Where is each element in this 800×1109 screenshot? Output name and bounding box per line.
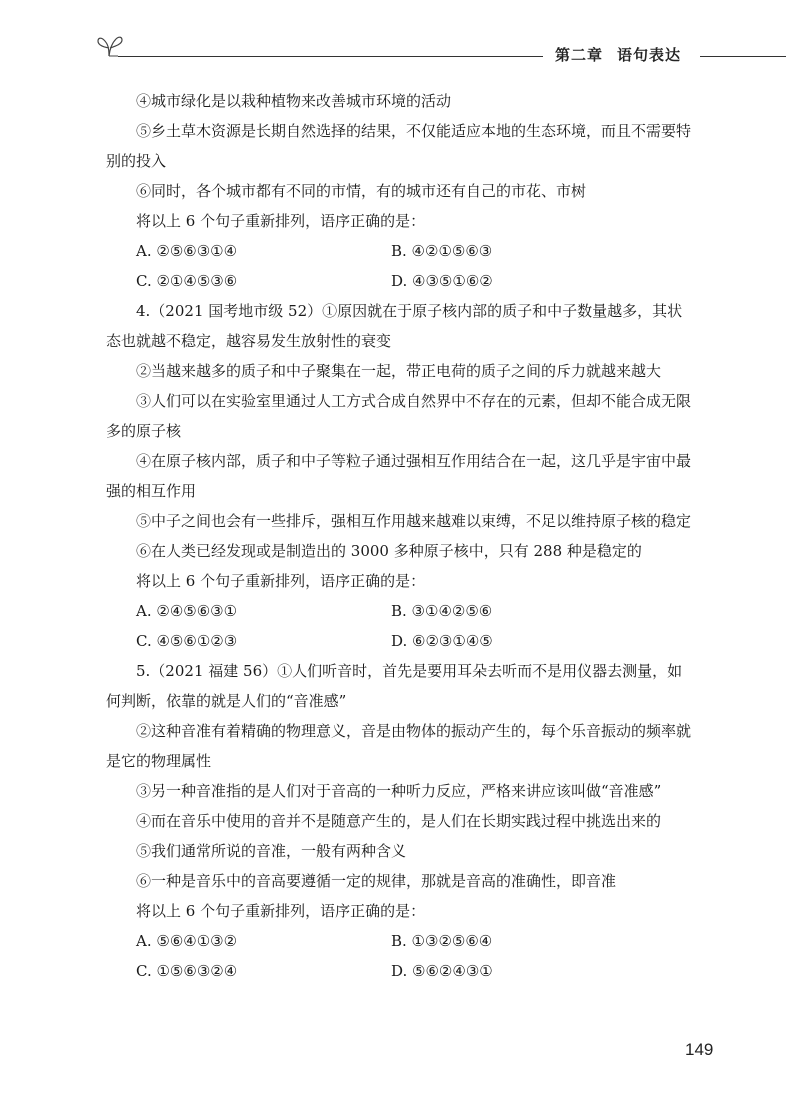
sentence: ②当越来越多的质子和中子聚集在一起，带正电荷的质子之间的斥力就越来越大 <box>136 362 662 380</box>
options-row <box>106 626 696 656</box>
option-left: A. ②④⑤⑥③① <box>136 602 238 620</box>
sentence: ③人们可以在实验室里通过人工方式合成自然界中不存在的元素，但却不能合成无限多的原子核 <box>106 392 692 440</box>
option-right: D. ④③⑤①⑥② <box>391 272 493 290</box>
sentence: ③另一种音准指的是人们对于音高的一种听力反应，严格来讲应该叫做“音准感” <box>136 782 662 800</box>
options-row <box>106 926 696 956</box>
sentence: 4.（2021 国考地市级 52）①原因就在于原子核内部的质子和中子数量越多，其状态也就越不稳定，越容易发生放射性的衰变 <box>106 302 683 350</box>
question-prompt: 将以上 6 个句子重新排列，语序正确的是： <box>136 572 426 590</box>
sentence: ④而在音乐中使用的音并不是随意产生的，是人们在长期实践过程中挑选出来的 <box>136 812 662 830</box>
sentence: ⑥一种是音乐中的音高要遵循一定的规律，那就是音高的准确性，即音准 <box>136 872 617 890</box>
sentence: ②这种音准有着精确的物理意义，音是由物体的振动产生的，每个乐音振动的频率就是它的物理属性 <box>106 722 692 770</box>
option-right: D. ⑤⑥②④③① <box>391 962 493 980</box>
option-right: B. ④②①⑤⑥③ <box>391 242 493 260</box>
options-row <box>106 956 696 986</box>
question-prompt: 将以上 6 个句子重新排列，语序正确的是： <box>136 902 426 920</box>
sentence: ⑤我们通常所说的音准，一般有两种含义 <box>136 842 407 860</box>
sentence: ⑥同时，各个城市都有不同的市情，有的城市还有自己的市花、市树 <box>136 182 587 200</box>
option-left: C. ①⑤⑥③②④ <box>136 962 238 980</box>
question-prompt: 将以上 6 个句子重新排列，语序正确的是： <box>136 212 426 230</box>
chapter-heading <box>555 44 681 65</box>
option-left: A. ②⑤⑥③①④ <box>136 242 238 260</box>
sentence: ⑤乡土草木资源是长期自然选择的结果，不仅能适应本地的生态环境，而且不需要特别的投入 <box>106 122 692 170</box>
option-left: A. ⑤⑥④①③② <box>136 932 238 950</box>
options-row <box>106 266 696 296</box>
sentence: ⑤中子之间也会有一些排斥，强相互作用越来越难以束缚，不足以维持原子核的稳定 <box>136 512 692 530</box>
options-row <box>106 596 696 626</box>
sentence: ⑥在人类已经发现或是制造出的 3000 多种原子核中，只有 288 种是稳定的 <box>136 542 642 560</box>
section-label: 语句表达 <box>617 46 682 64</box>
options-row <box>106 236 696 266</box>
option-left: C. ④⑤⑥①②③ <box>136 632 238 650</box>
option-right: B. ③①④②⑤⑥ <box>391 602 493 620</box>
chapter-label: 第二章 <box>555 46 604 64</box>
page-number: 149 <box>685 1040 714 1059</box>
page-body <box>106 86 696 986</box>
sentence: ④城市绿化是以栽种植物来改善城市环境的活动 <box>136 92 452 110</box>
header-rule-right <box>700 56 786 57</box>
option-right: B. ①③②⑤⑥④ <box>391 932 493 950</box>
page-header <box>0 0 800 80</box>
sentence: ④在原子核内部，质子和中子等粒子通过强相互作用结合在一起，这几乎是宇宙中最强的相互作用 <box>106 452 692 500</box>
option-right: D. ⑥②③①④⑤ <box>391 632 493 650</box>
option-left: C. ②①④⑤③⑥ <box>136 272 238 290</box>
header-rule-left <box>118 56 543 57</box>
sentence: 5.（2021 福建 56）①人们听音时，首先是要用耳朵去听而不是用仪器去测量，如何判断，依靠的就是人们的“音准感” <box>106 662 683 710</box>
